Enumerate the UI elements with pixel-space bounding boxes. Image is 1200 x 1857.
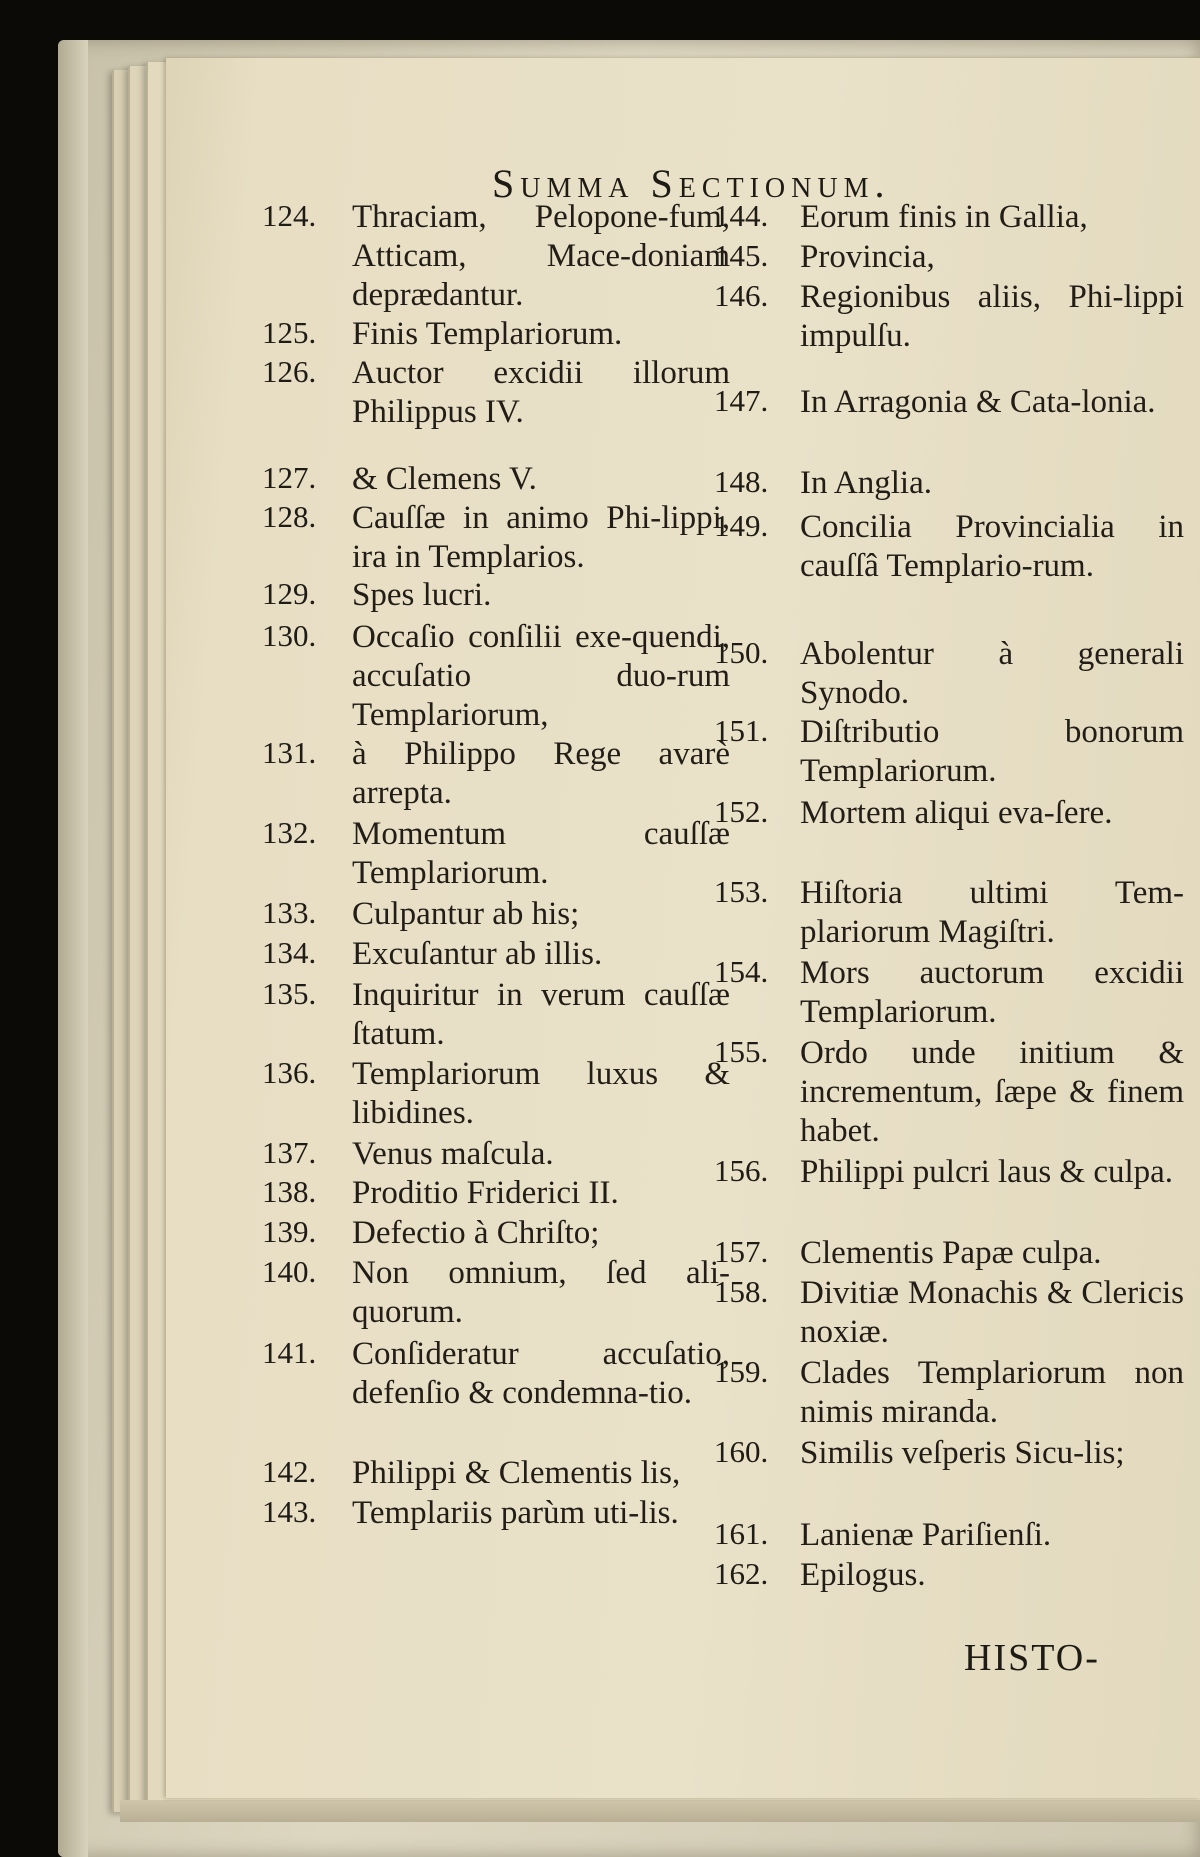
- page-header: Summa Sectionum.: [492, 161, 891, 206]
- section-text: Epilogus.: [800, 1557, 926, 1593]
- section-number: 141.: [262, 1335, 317, 1370]
- section-text: Non omnium, ſed ali-quorum.: [352, 1255, 730, 1330]
- section-text: Culpantur ab his;: [352, 896, 580, 932]
- section-number: 136.: [262, 1055, 317, 1090]
- section-text: Occaſio conſilii exe-quendi, accuſatio duo-rum Templariorum,: [352, 619, 730, 733]
- section-number: 155.: [714, 1034, 769, 1069]
- section-text: Momentum cauſſæ Templariorum.: [352, 816, 730, 891]
- section-text: Clades Templariorum non nimis miranda.: [800, 1355, 1184, 1430]
- section-text: Templariis parùm uti-lis.: [352, 1495, 679, 1531]
- section-text: Templariorum luxus & libidines.: [352, 1056, 730, 1131]
- section-text: Divitiæ Monachis & Clericis noxiæ.: [800, 1275, 1184, 1350]
- section-text: Lanienæ Pariſienſi.: [800, 1517, 1052, 1553]
- section-text: In Anglia.: [800, 465, 932, 501]
- section-text: Ordo unde initium & incrementum, ſæpe & finem habet.: [800, 1035, 1184, 1149]
- section-number: 126.: [262, 354, 317, 389]
- section-number: 156.: [714, 1153, 769, 1188]
- section-text: Diſtributio bonorum Templariorum.: [800, 714, 1184, 789]
- section-text: Eorum finis in Gallia,: [800, 199, 1088, 235]
- section-text: Regionibus aliis, Phi-lippi impulſu.: [800, 279, 1184, 354]
- section-number: 159.: [714, 1354, 769, 1389]
- section-text: Abolentur à generali Synodo.: [800, 636, 1184, 711]
- section-text: Hiſtoria ultimi Tem-plariorum Magiſtri.: [800, 875, 1184, 950]
- section-text: Defectio à Chriſto;: [352, 1215, 600, 1251]
- section-text: Concilia Provincialia in cauſſâ Templario-rum.: [800, 509, 1184, 584]
- section-text: Mors auctorum excidii Templariorum.: [800, 955, 1184, 1030]
- section-number: 144.: [714, 198, 769, 233]
- section-number: 154.: [714, 954, 769, 989]
- page-bottom-edge: [120, 1800, 1200, 1822]
- section-text: Auctor excidii illorum Philippus IV.: [352, 355, 730, 430]
- section-text: Thraciam, Pelopone-fum, Atticam, Mace-doniam deprædantur.: [352, 199, 730, 313]
- section-number: 129.: [262, 576, 317, 611]
- section-number: 148.: [714, 464, 769, 499]
- section-text: Inquiritur in verum cauſſæ ſtatum.: [352, 977, 730, 1052]
- section-text: Finis Templariorum.: [352, 316, 623, 352]
- section-number: 153.: [714, 874, 769, 909]
- section-text: Venus maſcula.: [352, 1136, 554, 1172]
- section-text: Excuſantur ab illis.: [352, 936, 603, 972]
- section-number: 128.: [262, 499, 317, 534]
- section-number: 134.: [262, 935, 317, 970]
- section-number: 133.: [262, 895, 317, 930]
- section-number: 143.: [262, 1494, 317, 1529]
- catchword: HISTO-: [964, 1637, 1100, 1679]
- section-number: 160.: [714, 1434, 769, 1469]
- section-number: 139.: [262, 1214, 317, 1249]
- section-text: Mortem aliqui eva-ſere.: [800, 795, 1113, 831]
- section-number: 162.: [714, 1556, 769, 1591]
- section-number: 161.: [714, 1516, 769, 1551]
- section-number: 157.: [714, 1234, 769, 1269]
- section-number: 132.: [262, 815, 317, 850]
- section-text: à Philippo Rege avarè arrepta.: [352, 736, 730, 811]
- section-number: 125.: [262, 315, 317, 350]
- section-number: 145.: [714, 238, 769, 273]
- section-text: Spes lucri.: [352, 577, 492, 613]
- section-text: Provincia,: [800, 239, 935, 275]
- section-number: 142.: [262, 1454, 317, 1489]
- section-text: & Clemens V.: [352, 461, 537, 497]
- section-number: 149.: [714, 508, 769, 543]
- cover-edge: [58, 40, 88, 1857]
- section-text: Clementis Papæ culpa.: [800, 1235, 1102, 1271]
- section-number: 150.: [714, 635, 769, 670]
- section-number: 124.: [262, 198, 317, 233]
- section-number: 131.: [262, 735, 317, 770]
- section-text: In Arragonia & Cata-lonia.: [800, 384, 1156, 420]
- section-number: 146.: [714, 278, 769, 313]
- section-text: Proditio Friderici II.: [352, 1175, 619, 1211]
- section-text: Cauſſæ in animo Phi-lippi, ira in Templarios.: [352, 500, 730, 575]
- section-number: 151.: [714, 713, 769, 748]
- section-number: 140.: [262, 1254, 317, 1289]
- section-number: 152.: [714, 794, 769, 829]
- section-number: 158.: [714, 1274, 769, 1309]
- section-number: 138.: [262, 1174, 317, 1209]
- section-text: Similis veſperis Sicu-lis;: [800, 1435, 1125, 1471]
- section-number: 130.: [262, 618, 317, 653]
- section-text: Philippi pulcri laus & culpa.: [800, 1154, 1174, 1190]
- section-number: 147.: [714, 383, 769, 418]
- section-number: 135.: [262, 976, 317, 1011]
- section-text: Philippi & Clementis lis,: [352, 1455, 681, 1491]
- section-text: Conſideratur accuſatio, defenſio & condemna-tio.: [352, 1336, 730, 1411]
- section-number: 137.: [262, 1135, 317, 1170]
- section-number: 127.: [262, 460, 317, 495]
